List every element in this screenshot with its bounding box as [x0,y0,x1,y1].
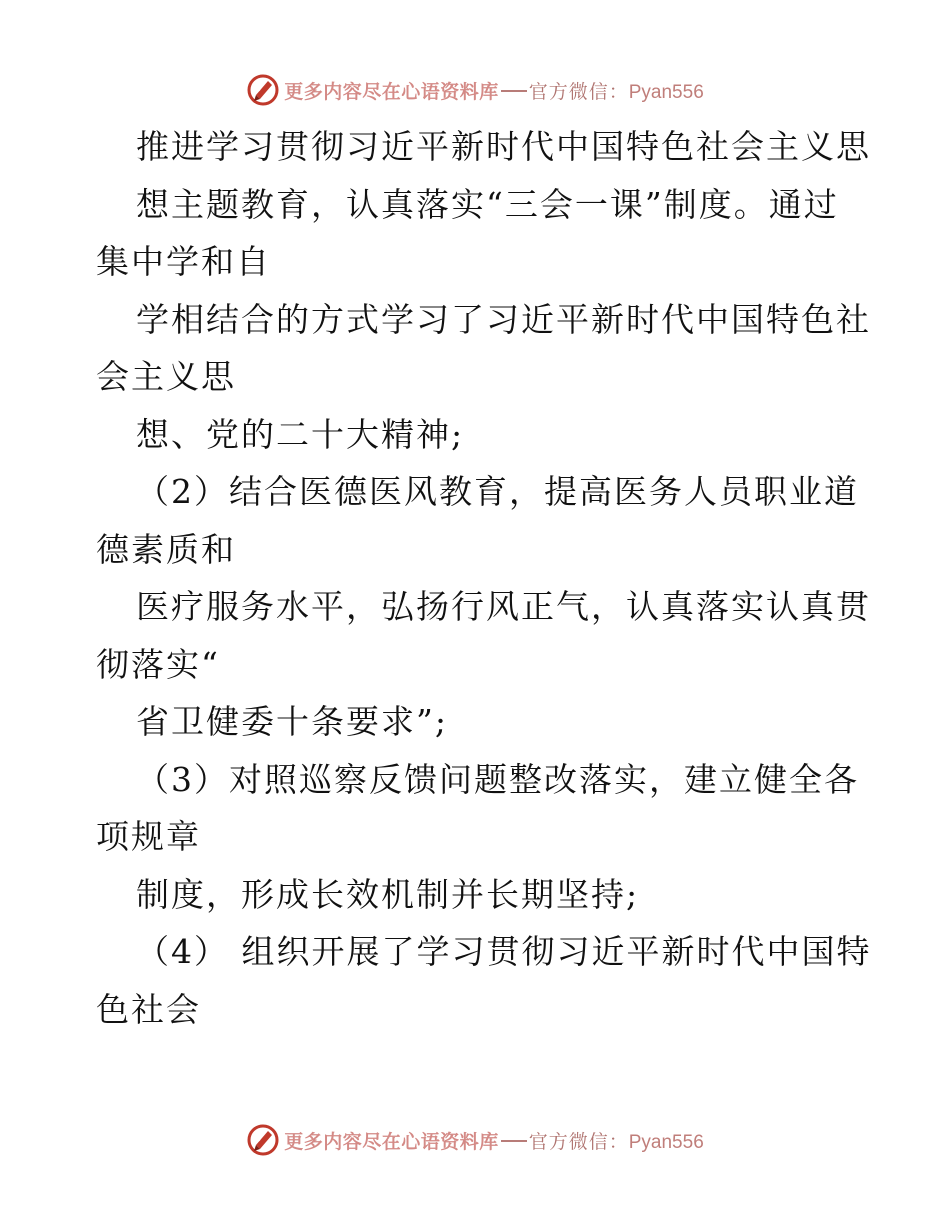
text-line: 集中学和自 [96,242,271,281]
header-sub-text: 官方微信： [528,80,629,103]
text-line: 彻落实“ [96,644,220,684]
footer-watermark-text [284,1127,704,1154]
footer-dash [501,1140,527,1142]
text-line: 项规章 [96,817,201,856]
header-dash [501,90,527,92]
footer-watermark [0,1120,950,1160]
text-line: 省卫健委十条要求”; [136,702,448,741]
header-main-text: 更多内容尽在心语资料库 [284,80,499,103]
pen-logo-icon [246,73,280,107]
text-line: （4） 组织开展了学习贯彻习近平新时代中国特 [136,932,872,971]
text-line: 会主义思 [96,357,236,396]
footer-main-text: 更多内容尽在心语资料库 [284,1130,499,1153]
footer-sub-text: 官方微信： [528,1130,629,1153]
pen-logo-icon [246,1123,280,1157]
text-line: 学相结合的方式学习了习近平新时代中国特色社 [136,299,871,339]
text-line: 德素质和 [96,529,236,569]
text-line: 推进学习贯彻习近平新时代中国特色社会主义思 [136,127,871,166]
text-line: 制度，形成长效机制并长期坚持; [136,874,640,914]
text-line: 想、党的二十大精神; [136,414,465,454]
footer-wechat-id: Pyan556 [628,1131,704,1153]
document-body [96,118,872,1038]
text-line: 色社会 [96,989,201,1029]
text-line: （3）对照巡察反馈问题整改落实，建立健全各 [136,759,859,799]
header-watermark [0,70,950,110]
text-line: 医疗服务水平，弘扬行风正气，认真落实认真贯 [136,587,871,626]
header-watermark-text [284,77,704,104]
header-wechat-id: Pyan556 [628,81,704,103]
text-line: （2）结合医德医风教育，提高医务人员职业道 [136,472,859,511]
text-line: 想主题教育，认真落实“三会一课”制度。通过 [136,184,839,224]
